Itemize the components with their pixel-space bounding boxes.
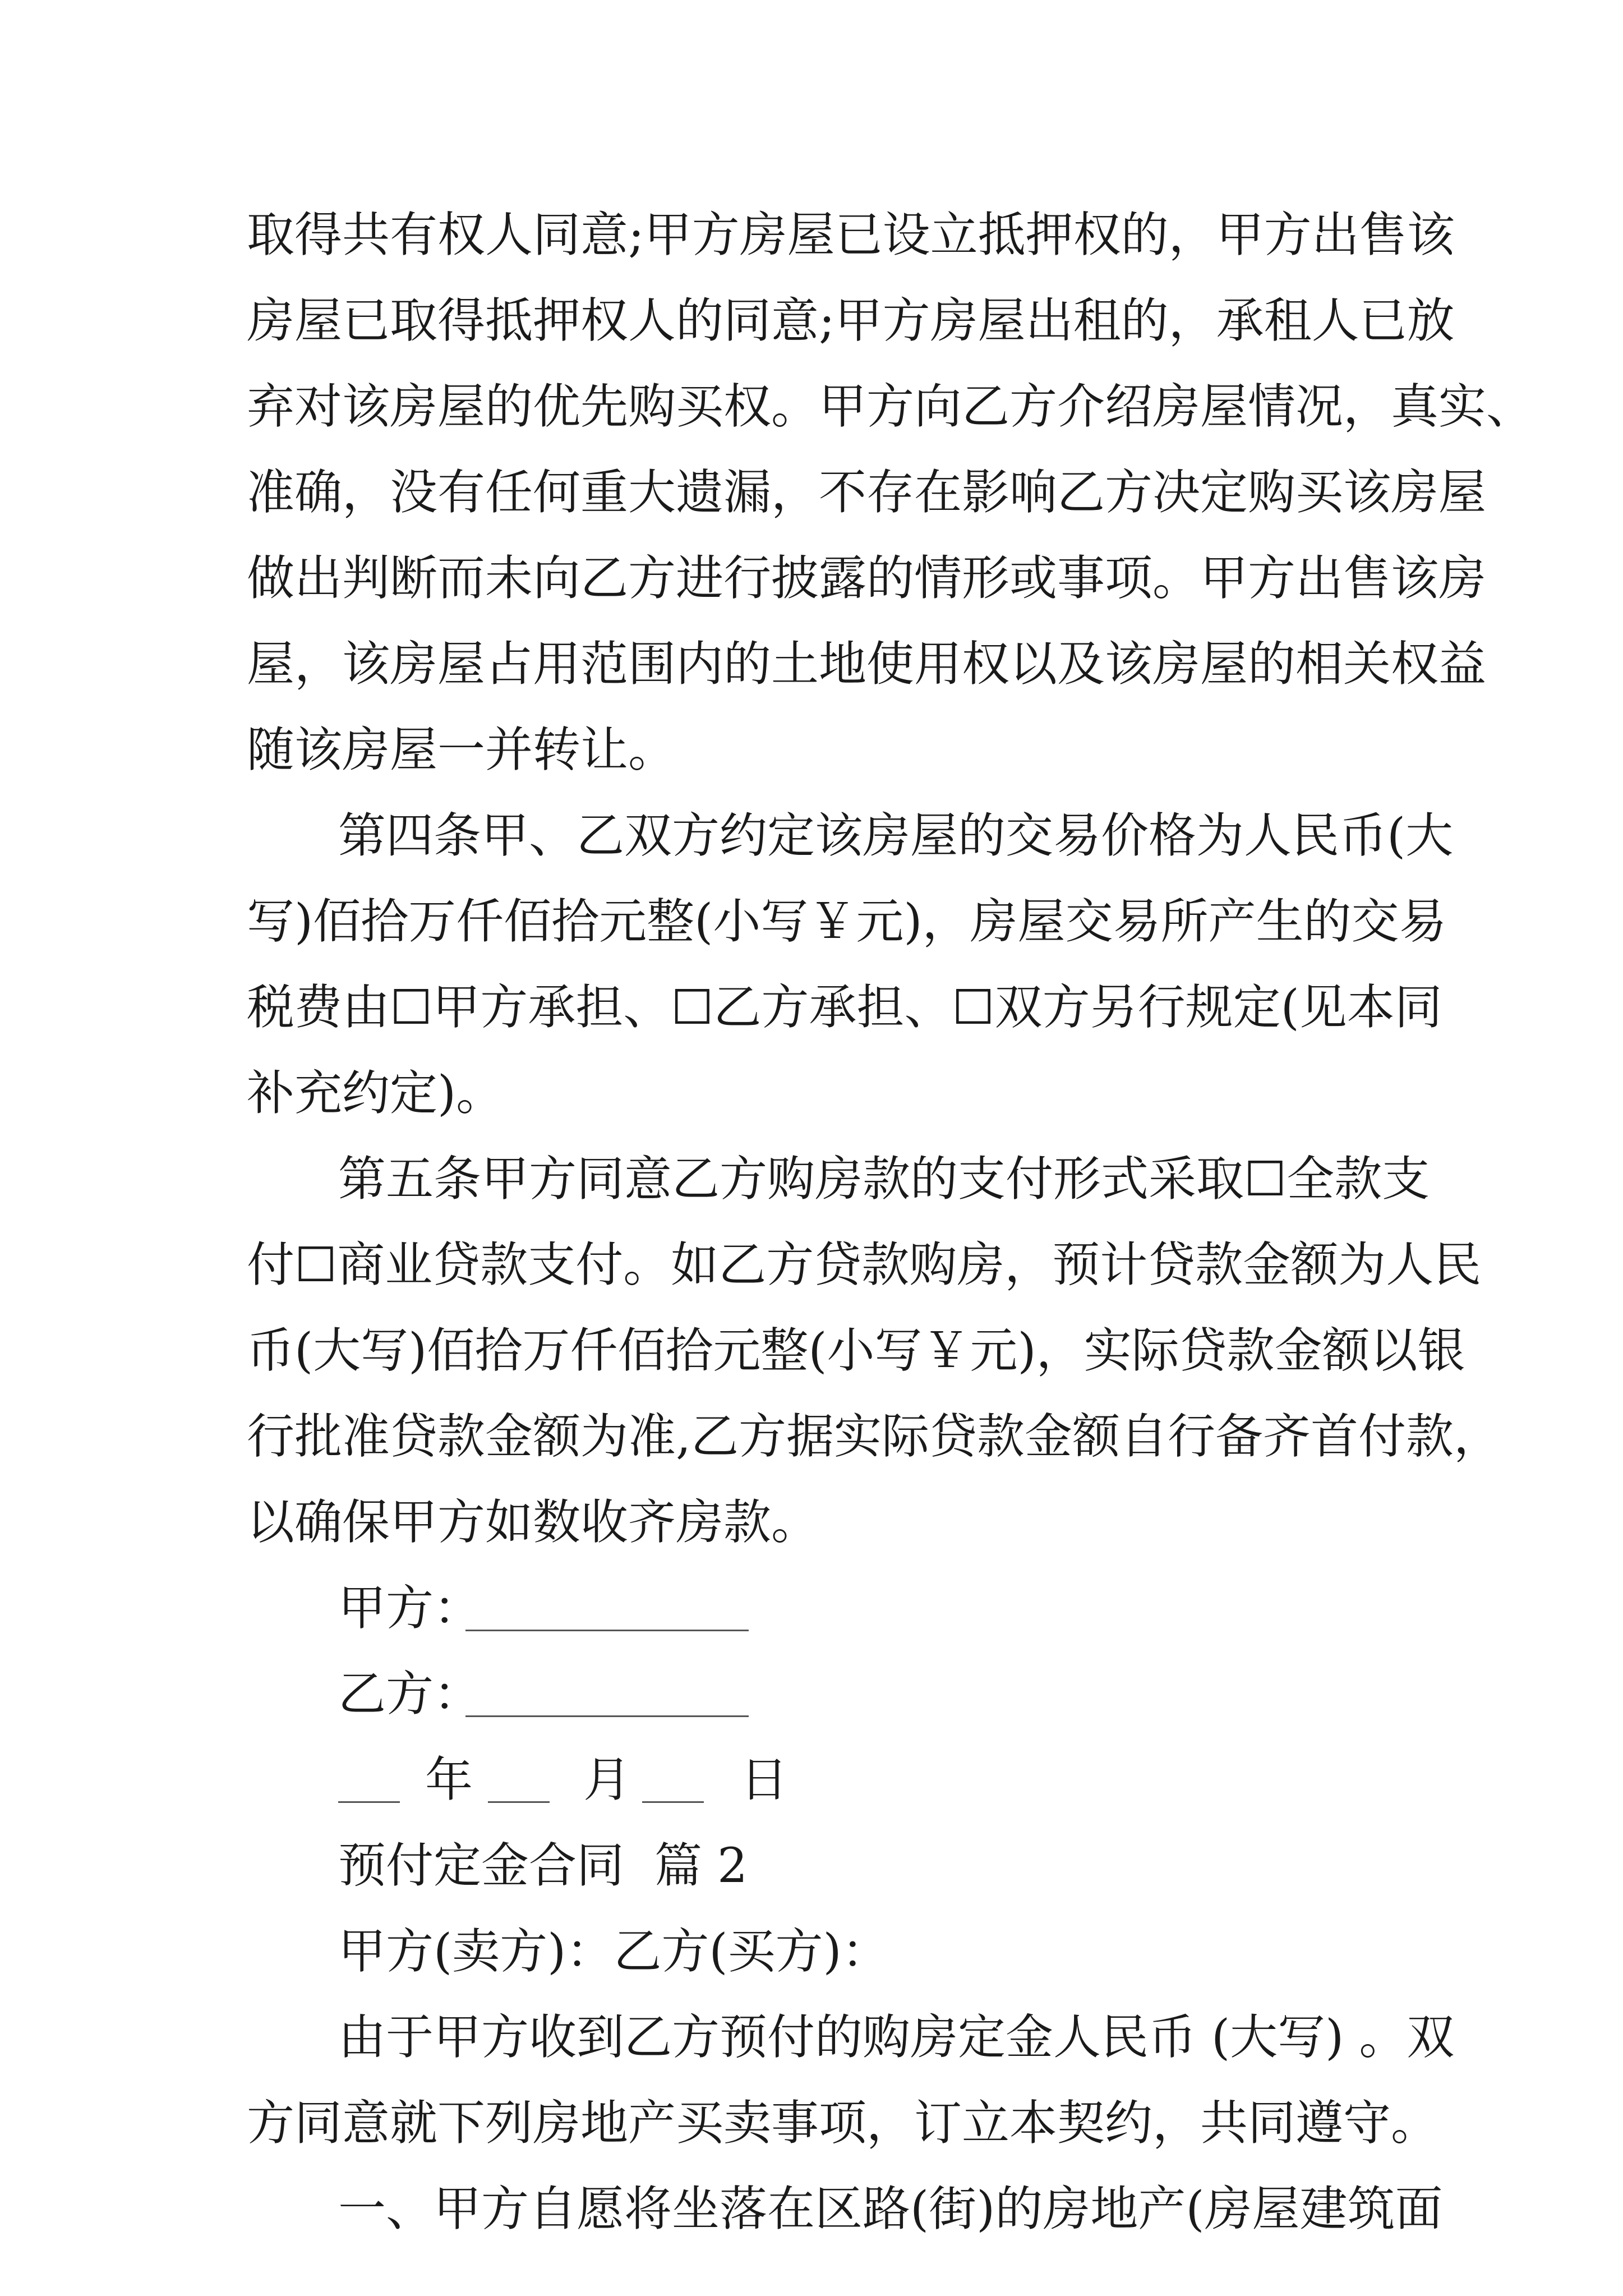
date-line (0, 1744, 1623, 1817)
party-a-signature (0, 1572, 1623, 1645)
line-text: 付☐商业贷款支付。如乙方贷款购房，预计贷款金额为人民 (247, 1237, 1482, 1293)
day-blank (642, 1801, 704, 1803)
article-5-line (0, 1315, 1623, 1388)
line-text: 写)佰拾万仟佰拾元整(小写￥元)，房屋交易所产生的交易 (247, 894, 1447, 950)
body-line (0, 371, 1623, 444)
article-5-line (0, 1401, 1623, 1474)
section-2-title (0, 1830, 1623, 1903)
article-5-line (0, 1143, 1623, 1216)
section-2-line (0, 2087, 1623, 2160)
line-text: 房屋已取得抵押权人的同意;甲方房屋出租的，承租人已放 (247, 293, 1455, 349)
line-text: 第五条甲方同意乙方购房款的支付形式采取☐全款支 (338, 1152, 1430, 1207)
line-text: 做出判断而未向乙方进行披露的情形或事项。甲方出售该房 (247, 551, 1487, 606)
article-4-line (0, 886, 1623, 959)
body-line (0, 714, 1623, 787)
section-2-line (0, 2173, 1623, 2246)
article-4-line (0, 972, 1623, 1045)
article-5-line (0, 1229, 1623, 1302)
line-text: 准确，没有任何重大遗漏，不存在影响乙方决定购买该房屋 (247, 465, 1487, 521)
line-text: 以确保甲方如数收齐房款。 (247, 1495, 819, 1550)
article-4-line (0, 800, 1623, 873)
section-title-text: 预付定金合同 篇 2 (338, 1838, 748, 1894)
section-2-line (0, 2001, 1623, 2074)
line-text: 第四条甲、乙双方约定该房屋的交易价格为人民币(大 (338, 808, 1454, 864)
party-a-blank (465, 1630, 749, 1631)
body-line (0, 457, 1623, 530)
line-text: 一、甲方自愿将坐落在区路(街)的房地产(房屋建筑面 (338, 2182, 1443, 2237)
month-label: 月 (583, 1752, 631, 1808)
month-blank (488, 1801, 550, 1803)
line-text: 由于甲方收到乙方预付的购房定金人民币 (大写) 。双 (338, 2010, 1455, 2065)
day-label: 日 (740, 1752, 789, 1808)
year-label: 年 (425, 1752, 473, 1808)
year-blank (338, 1801, 400, 1803)
line-text: 补充约定)。 (247, 1066, 504, 1121)
body-line (0, 628, 1623, 701)
party-b-signature (0, 1658, 1623, 1731)
line-text: 税费由☐甲方承担、☐乙方承担、☐双方另行规定(见本同 (247, 980, 1442, 1036)
line-text: 屋，该房屋占用范围内的土地使用权以及该房屋的相关权益 (247, 637, 1487, 692)
line-text: 取得共有权人同意;甲方房屋已设立抵押权的，甲方出售该 (247, 208, 1455, 263)
party-a-label: 甲方： (338, 1581, 482, 1636)
party-b-label: 乙方： (338, 1667, 482, 1722)
article-5-line (0, 1487, 1623, 1559)
line-text: 币(大写)佰拾万仟佰拾元整(小写￥元)，实际贷款金额以银 (247, 1323, 1465, 1379)
article-4-line (0, 1057, 1623, 1130)
body-line (0, 285, 1623, 358)
body-line (0, 199, 1623, 272)
line-text: 弃对该房屋的优先购买权。甲方向乙方介绍房屋情况，真实、 (247, 379, 1534, 435)
line-text: 行批准贷款金额为准,乙方据实际贷款金额自行备齐首付款， (247, 1409, 1502, 1465)
parties-text: 甲方(卖方)：乙方(买方)： (338, 1924, 889, 1980)
line-text: 方同意就下列房地产买卖事项，订立本契约，共同遵守。 (247, 2096, 1439, 2151)
section-2-parties (0, 1916, 1623, 1989)
party-b-blank (465, 1715, 749, 1717)
line-text: 随该房屋一并转让。 (247, 723, 676, 778)
body-line (0, 542, 1623, 615)
